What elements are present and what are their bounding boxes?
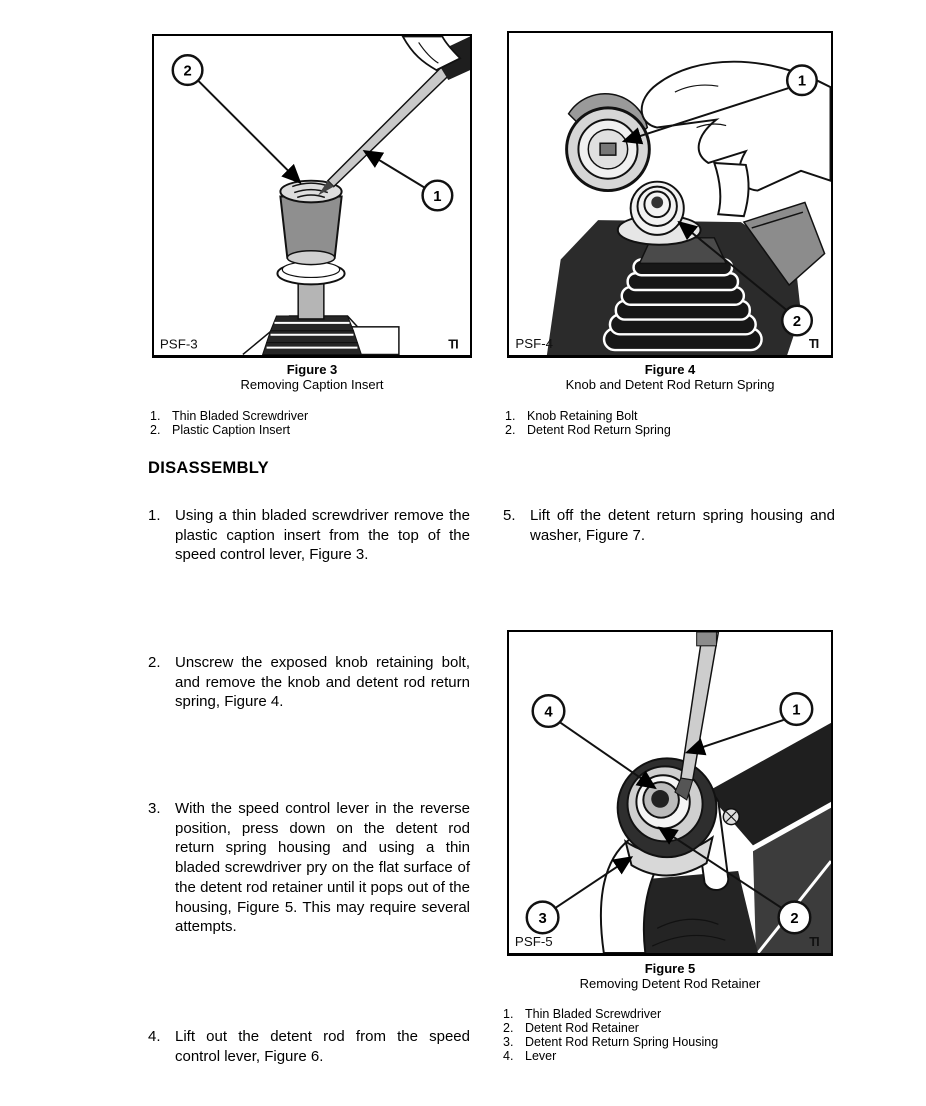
figure3-legend <box>150 409 308 437</box>
legend-item: 4. Lever <box>503 1049 557 1063</box>
figure3-caption <box>152 362 472 392</box>
callout-2-number: 2 <box>790 910 799 927</box>
speed-control-lever <box>277 181 344 319</box>
step-4: 4. Lift out the detent rod from the speed control lever, Figure 6. <box>148 1028 470 1065</box>
callout-2-number: 2 <box>183 63 192 80</box>
figure3-drawing <box>154 36 470 355</box>
figure5-caption-title: Figure 5 <box>644 961 696 976</box>
figure4-caption-title: Figure 4 <box>644 362 696 377</box>
figure3-caption-subtitle: Removing Caption Insert <box>240 377 384 392</box>
legend-item: 1. Thin Bladed Screwdriver <box>150 409 309 423</box>
callout-1 <box>364 151 452 210</box>
callout-1-number: 1 <box>797 73 807 90</box>
legend-item: 2. Detent Rod Retainer <box>503 1021 639 1035</box>
legend-item: 2. Plastic Caption Insert <box>150 423 291 437</box>
figure4-caption <box>507 362 833 392</box>
callout-2 <box>173 55 300 182</box>
section-heading: DISASSEMBLY <box>148 459 269 477</box>
figure5-drawing <box>509 632 831 953</box>
photo-id-label: PSF-5 <box>514 934 553 950</box>
figure4-drawing <box>509 33 831 355</box>
artist-mark: TI <box>808 336 819 352</box>
callout-3-number: 3 <box>538 910 547 927</box>
callout-1-number: 1 <box>792 702 801 719</box>
step-1: 1. Using a thin bladed screwdriver remove the plastic caption insert from the top of the speed control lever, Figure 3. <box>148 507 470 564</box>
figure5-caption <box>507 961 833 991</box>
artist-mark: TI <box>448 336 458 352</box>
step-5: 5. Lift off the detent return spring housing and washer, Figure 7. <box>503 507 835 544</box>
knob <box>567 94 650 191</box>
figure5-caption-subtitle: Removing Detent Rod Retainer <box>579 976 761 991</box>
artist-mark: TI <box>809 934 819 950</box>
legend-item: 2. Detent Rod Return Spring <box>505 423 671 437</box>
figure5-legend <box>503 1007 718 1063</box>
step-3: 3. With the speed control lever in the reverse position, press down on the detent rod return spring housing and using a thin bladed screwdriver pry on the flat surface of the detent rod retainer until it pops out of the housing, Figure 5. This may require several attempts. <box>148 800 470 936</box>
figure4-illustration <box>507 31 833 358</box>
photo-id-label: PSF-3 <box>159 336 198 352</box>
legend-item: 3. Detent Rod Return Spring Housing <box>503 1035 719 1049</box>
detent-rod-return-spring <box>618 182 701 245</box>
step-2: 2. Unscrew the exposed knob retaining bolt, and remove the knob and detent rod return spring, Figure 4. <box>148 654 470 711</box>
legend-item: 1. Thin Bladed Screwdriver <box>503 1007 662 1021</box>
figure4-legend <box>505 409 671 437</box>
figure5-illustration <box>507 630 833 956</box>
callout-1-number: 1 <box>433 188 442 205</box>
detent-housing <box>618 758 717 875</box>
callout-4-number: 4 <box>544 704 553 721</box>
figure3-illustration <box>152 34 472 358</box>
figure4-caption-subtitle: Knob and Detent Rod Return Spring <box>565 377 775 392</box>
callout-2-number: 2 <box>792 313 802 330</box>
photo-id-label: PSF-4 <box>515 336 554 352</box>
figure3-caption-title: Figure 3 <box>286 362 338 377</box>
legend-item: 1. Knob Retaining Bolt <box>505 409 638 423</box>
